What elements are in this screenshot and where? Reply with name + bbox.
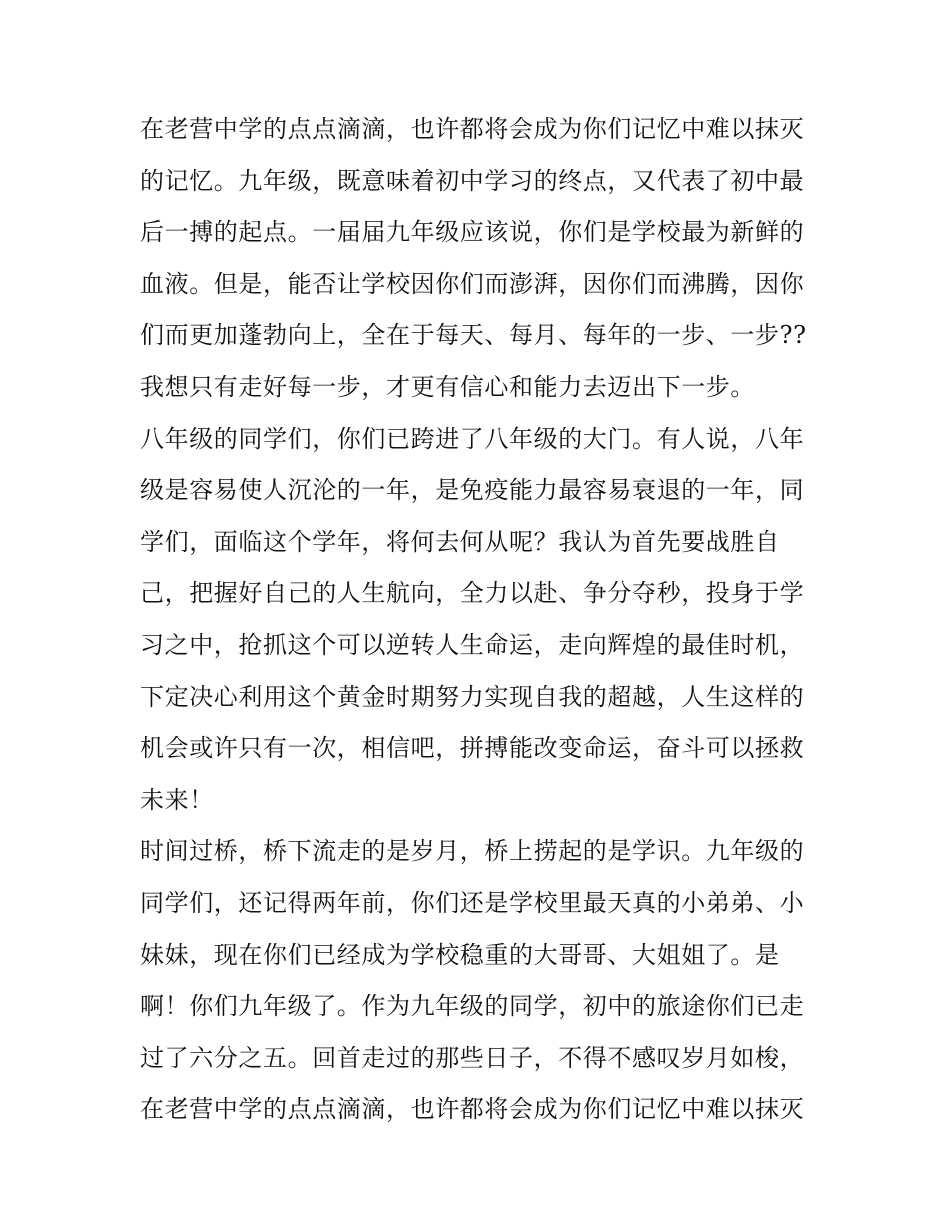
text-line-8: 级是容易使人沉沦的一年，是免疫能力最容易衰退的一年，同 — [140, 476, 805, 505]
text-line-3: 后一搏的起点。一届届九年级应该说，你们是学校最为新鲜的 — [140, 218, 805, 247]
text-line-11: 习之中，抢抓这个可以逆转人生命运，走向辉煌的最佳时机， — [140, 630, 805, 659]
text-line-20: 在老营中学的点点滴滴，也许都将会成为你们记忆中难以抹灭 — [140, 1095, 805, 1124]
text-line-6: 我想只有走好每一步，才更有信心和能力去迈出下一步。 — [140, 372, 755, 401]
text-line-18: 啊！你们九年级了。作为九年级的同学，初中的旅途你们已走 — [140, 992, 805, 1021]
text-line-19: 过了六分之五。回首走过的那些日子，不得不感叹岁月如梭， — [140, 1043, 805, 1072]
text-line-17: 妹妹，现在你们已经成为学校稳重的大哥哥、大姐姐了。是 — [140, 940, 780, 969]
text-line-16: 同学们，还记得两年前，你们还是学校里最天真的小弟弟、小 — [140, 888, 805, 917]
text-line-7: 八年级的同学们，你们已跨进了八年级的大门。有人说，八年 — [140, 424, 805, 453]
text-line-1: 在老营中学的点点滴滴，也许都将会成为你们记忆中难以抹灭 — [140, 115, 805, 143]
text-line-10: 己，把握好自己的人生航向，全力以赴、争分夺秒，投身于学 — [140, 579, 805, 608]
text-line-4: 血液。但是，能否让学校因你们而澎湃，因你们而沸腾，因你 — [140, 269, 805, 298]
text-line-2: 的记忆。九年级，既意味着初中学习的终点，又代表了初中最 — [140, 166, 805, 195]
body-text — [140, 104, 815, 1136]
text-line-9: 学们，面临这个学年，将何去何从呢？我认为首先要战胜自 — [140, 527, 780, 556]
text-line-12: 下定决心利用这个黄金时期努力实现自我的超越，人生这样的 — [140, 682, 805, 711]
text-line-15: 时间过桥，桥下流走的是岁月，桥上捞起的是学识。九年级的 — [140, 837, 805, 866]
text-line-14: 未来！ — [140, 785, 214, 814]
text-line-13: 机会或许只有一次，相信吧，拼搏能改变命运，奋斗可以拯救 — [140, 734, 805, 763]
text-line-5: 们而更加蓬勃向上，全在于每天、每月、每年的一步、一步?? — [140, 321, 807, 350]
